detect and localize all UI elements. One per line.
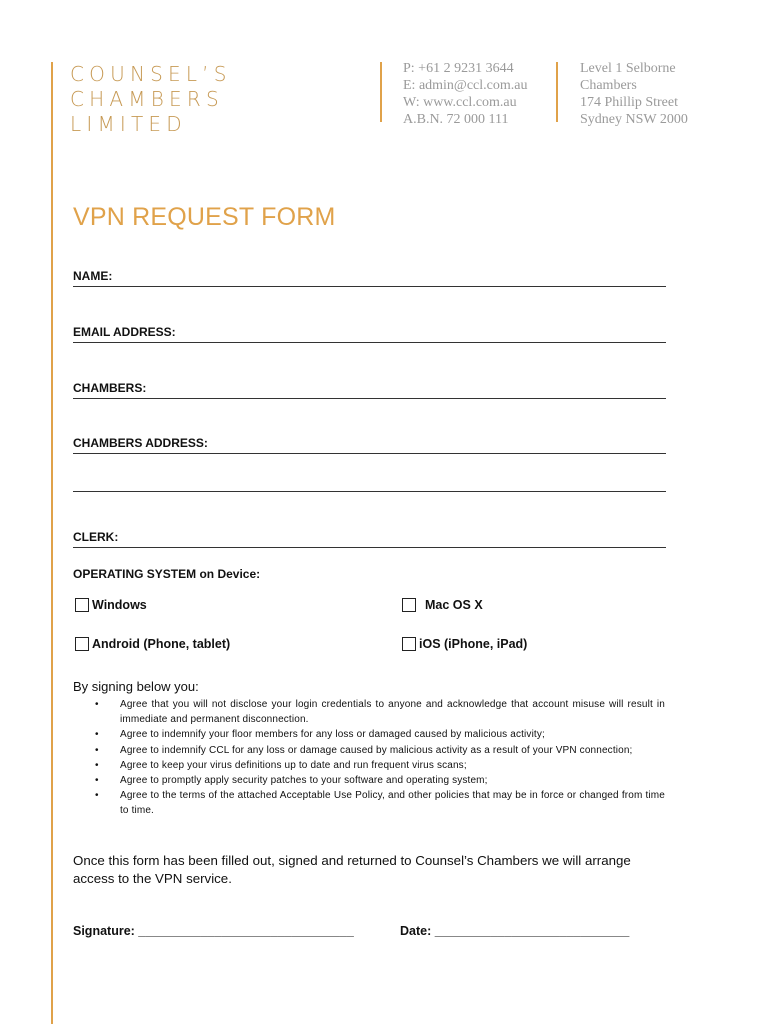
os-option-label: Windows [92, 598, 147, 612]
chambers-field[interactable] [73, 381, 666, 399]
chambers-address-label: CHAMBERS ADDRESS: [73, 436, 208, 450]
os-option-macos[interactable] [402, 598, 483, 612]
abn-text: A.B.N. 72 000 111 [403, 112, 509, 127]
clerk-label: CLERK: [73, 530, 119, 544]
address-line: Sydney NSW 2000 [580, 112, 688, 127]
address-line: Level 1 Selborne [580, 61, 676, 76]
os-option-label: Android (Phone, tablet) [92, 637, 231, 651]
checkbox[interactable] [402, 598, 416, 612]
list-item: • Agree to indemnify CCL for any loss or damage caused by malicious activity as a result of your VPN connection; [95, 743, 665, 758]
list-item: • Agree to keep your virus definitions up to date and run frequent virus scans; [95, 758, 665, 773]
company-logo [70, 62, 232, 137]
list-item: • Agree to indemnify your floor members for any loss or damaged caused by malicious activity; [95, 727, 665, 742]
agreement-intro: By signing below you: [73, 679, 199, 694]
name-label: NAME: [73, 269, 113, 283]
closing-paragraph: Once this form has been filled out, signed and returned to Counsel’s Chambers we will arrange access to the VPN service. [73, 853, 631, 886]
checkbox[interactable] [402, 637, 416, 651]
clerk-field[interactable] [73, 530, 666, 548]
os-option-windows[interactable] [75, 598, 147, 612]
checkbox[interactable] [75, 598, 89, 612]
email-text: E: admin@ccl.com.au [403, 78, 528, 93]
header-divider [556, 62, 558, 122]
phone-text: P: +61 2 9231 3644 [403, 61, 514, 76]
os-option-label: iOS (iPhone, iPad) [419, 637, 528, 651]
checkbox[interactable] [75, 637, 89, 651]
signature-field[interactable]: Signature: _______________________________ [73, 924, 354, 938]
header-divider [380, 62, 382, 122]
chambers-label: CHAMBERS: [73, 381, 147, 395]
list-item: • Agree to the terms of the attached Acceptable Use Policy, and other policies that may be in force or changed from time to time. [95, 788, 665, 818]
postal-address [580, 60, 688, 128]
list-item: • Agree that you will not disclose your login credentials to anyone and acknowledge that account misuse will result in immediate and permanent disconnection. [95, 697, 665, 727]
chambers-address-field[interactable] [73, 436, 666, 454]
address-line: 174 Phillip Street [580, 95, 678, 110]
website-text: W: www.ccl.com.au [403, 95, 517, 110]
chambers-address-continuation-line[interactable] [73, 491, 666, 492]
list-item: • Agree to promptly apply security patches to your software and operating system; [95, 773, 665, 788]
name-field[interactable] [73, 269, 666, 287]
logo-line: CHAMBERS [70, 87, 224, 111]
os-option-ios[interactable] [402, 637, 527, 651]
left-accent-rule [51, 62, 53, 1024]
os-label: OPERATING SYSTEM on Device: [73, 567, 261, 581]
email-label: EMAIL ADDRESS: [73, 325, 176, 339]
logo-line: COUNSEL’S [70, 62, 232, 86]
terms-list [95, 697, 665, 819]
logo-line: LIMITED [70, 112, 187, 136]
email-field[interactable] [73, 325, 666, 343]
form-title: VPN REQUEST FORM [73, 203, 336, 231]
address-line: Chambers [580, 78, 637, 93]
os-option-android[interactable] [75, 637, 230, 651]
contact-details [403, 60, 527, 128]
date-field[interactable]: Date: ____________________________ [400, 924, 630, 938]
os-option-label: Mac OS X [425, 598, 483, 612]
